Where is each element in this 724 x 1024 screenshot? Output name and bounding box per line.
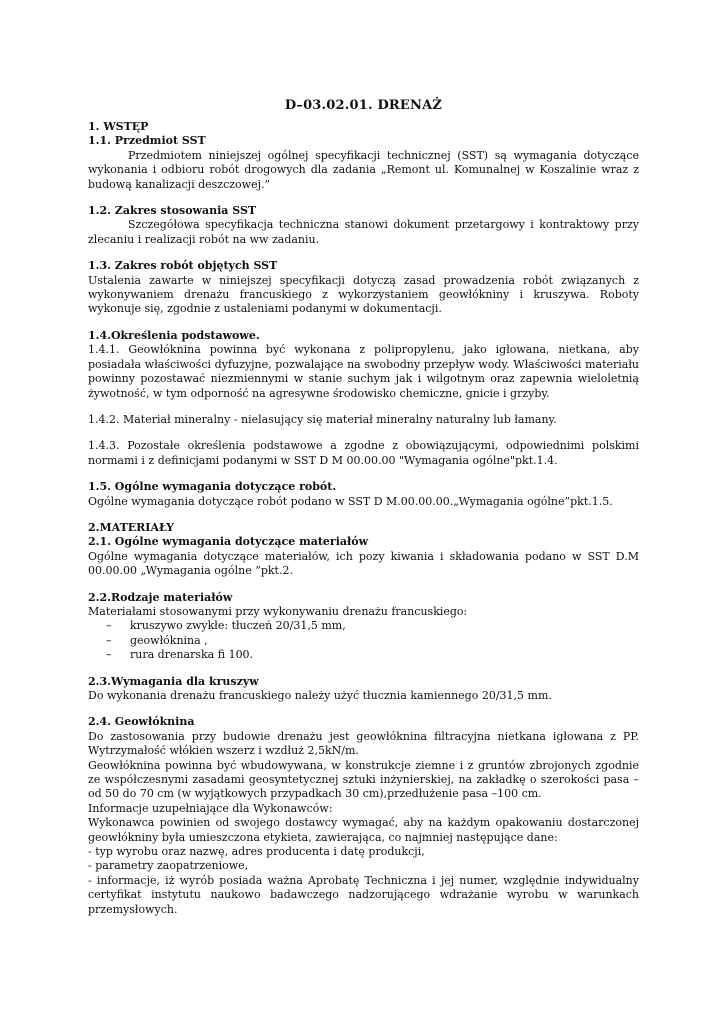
section-1-4-2-text: 1.4.2. Materiał mineralny - nielasujący się materiał mineralny naturalny lub łamany. — [88, 412, 557, 426]
section-2-2-heading: 2.2.Rodzaje materiałów — [88, 590, 233, 604]
list-item: – rura drenarska fi 100. — [88, 648, 639, 662]
section-1-4-heading: 1.4.Określenia podstawowe. — [88, 328, 260, 342]
section-2-3-text: Do wykonania drenażu francuskiego należy użyć tłucznia kamiennego 20/31,5 mm. — [88, 689, 552, 702]
section-2-4-heading: 2.4. Geowłóknina — [88, 715, 195, 729]
section-1-heading: 1. WSTĘP — [88, 120, 149, 133]
document-body — [88, 98, 639, 917]
section-2-4-p5: - typ wyrobu oraz nazwę, adres producenta i datę produkcji, — [88, 845, 425, 859]
list-item: – kruszywo zwykłe: tłuczeń 20/31,5 mm, — [88, 619, 639, 633]
section-1-5-heading: 1.5. Ogólne wymagania dotyczące robót. — [88, 480, 337, 494]
list-item: – geowłóknina , — [88, 634, 639, 648]
section-2-2-intro: Materiałami stosowanymi przy wykonywaniu drenażu francuskiego: — [88, 604, 468, 618]
section-1-5-text: Ogólne wymagania dotyczące robót podano w SST D M.00.00.00.„Wymagania ogólne”pkt.1.5. — [88, 494, 613, 508]
section-2-4-p7: - informacje, iż wyrób posiada ważna Aprobatę Techniczna i jej numer, względnie indywidualny certyfikat instytutu naukowo badawczego nadzorującego wdrażanie wyrobu w warunkach przemysłowych. — [88, 873, 639, 916]
page-title: D–03.02.01. DRENAŻ — [284, 98, 443, 113]
section-2-1-text: Ogólne wymagania dotyczące materiałów, ich pozy kiwania i składowania podano w SST D.M 00.00.00 „Wymagania ogólne ”pkt.2. — [88, 549, 639, 578]
section-1-2-heading: 1.2. Zakres stosowania SST — [88, 204, 257, 218]
section-1-1-text: Przedmiotem niniejszej ogólnej specyfikacji technicznej (SST) są wymagania dotyczące wykonania i odbioru robót drogowych dla zadania „Remont ul. Komunalnej w Koszalinie wraz z budową kanalizacji deszczowej.” — [88, 148, 639, 191]
section-2-3-heading: 2.3.Wymagania dla kruszyw — [88, 674, 259, 688]
section-2-4-p1: Do zastosowania przy budowie drenażu jest geowłóknina filtracyjna nietkana igłowana z PP. Wytrzymałość włókien wszerz i wzdłuż 2,5kN/m. — [88, 729, 639, 758]
section-2-heading: 2.MATERIAŁY — [88, 520, 174, 534]
section-2-4-p6: - parametry zaopatrzeniowe, — [88, 859, 249, 873]
section-2-1-heading: 2.1. Ogólne wymagania dotyczące materiałów — [88, 535, 369, 549]
section-1-4-1-text: 1.4.1. Geowłóknina powinna być wykonana z polipropylenu, jako igłowana, nietkana, aby posiadała właściwości dyfuzyjne, pozwalające na swobodny przepływ wody. Właściwości materiału powinny pozostawać niezmiennymi w stanie suchym jak i wilgotnym oraz zapewnia wieloletnią żywotność, w tym odporność na agresywne środowisko chemiczne, gnicie i grzyby. — [88, 343, 639, 400]
section-2-4-p4: Wykonawca powinien od swojego dostawcy wymagać, aby na każdym opakowaniu dostarczonej geowłókniny była umieszczona etykieta, zawierająca, co najmniej następujące dane: — [88, 816, 639, 844]
section-1-1-heading: 1.1. Przedmiot SST — [88, 134, 206, 148]
section-1-3-heading: 1.3. Zakres robót objętych SST — [88, 259, 278, 273]
section-2-4-p3: Informacje uzupełniające dla Wykonawców: — [88, 801, 333, 815]
section-1-3-text: Ustalenia zawarte w niniejszej specyfikacji dotyczą zasad prowadzenia robót związanych z wykonywaniem drenażu francuskiego z wykorzystaniem geowłókniny i kruszywa. Roboty wykonuje się, zgodnie z ustaleniami podanymi w dokumentacji. — [88, 273, 639, 316]
section-2-4-p2: Geowłóknina powinna być wbudowywana, w konstrukcje ziemne i z gruntów zbrojonych zgodnie ze współczesnymi zasadami geosyntetycznej sztuki inżynierskiej, na zakładkę o szerokości pasa –od 50 do 70 cm (w wyjątkowych przypadkach 30 cm),przedłużenie pasa –100 cm. — [88, 758, 639, 801]
section-1-2-text: Szczegółowa specyfikacja techniczna stanowi dokument przetargowy i kontraktowy przy zlecaniu i realizacji robót na ww zadaniu. — [88, 218, 639, 246]
materials-list — [88, 619, 639, 662]
section-1-4-3-text: 1.4.3. Pozostałe określenia podstawowe a zgodne z obowiązującymi, odpowiednimi polskimi normami i z definicjami podanymi w SST D M 00.00.00 "Wymagania ogólne"pkt.1.4. — [88, 439, 639, 467]
